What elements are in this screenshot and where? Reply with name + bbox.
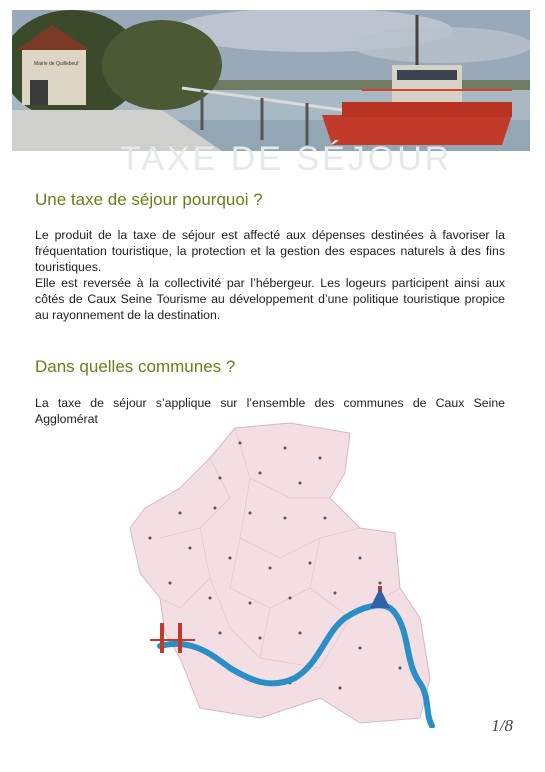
photo-watermark-text: TAXE DE SÉJOUR xyxy=(120,140,453,178)
section-title-why: Une taxe de séjour pourquoi ? xyxy=(35,190,263,209)
section-title-communes: Dans quelles communes ? xyxy=(35,357,236,376)
paragraph-purpose: Le produit de la taxe de séjour est affecté aux dépenses destinées à favoriser la fréquentation touristique, la protection et la gestion des espaces naturels à des fins touristiques. xyxy=(35,228,505,274)
paragraph-collection: Elle est reversée à la collectivité par l’hébergeur. Les logeurs participent ainsi aux côtés de Caux Seine Tourisme au développement d’une politique touristique propice au rayonnement de la destination. xyxy=(35,276,505,322)
page-number: 1/8 xyxy=(491,716,513,735)
ferry-illustration xyxy=(12,10,530,151)
paragraph-communes: La taxe de séjour s’applique sur l’ensemble des communes de Caux Seine Agglomérat xyxy=(35,396,505,426)
territory-map xyxy=(120,418,440,728)
mairie-sign: Mairie de Quillebeuf xyxy=(34,61,79,67)
header-photo xyxy=(12,10,530,151)
territory-shape xyxy=(130,423,430,723)
